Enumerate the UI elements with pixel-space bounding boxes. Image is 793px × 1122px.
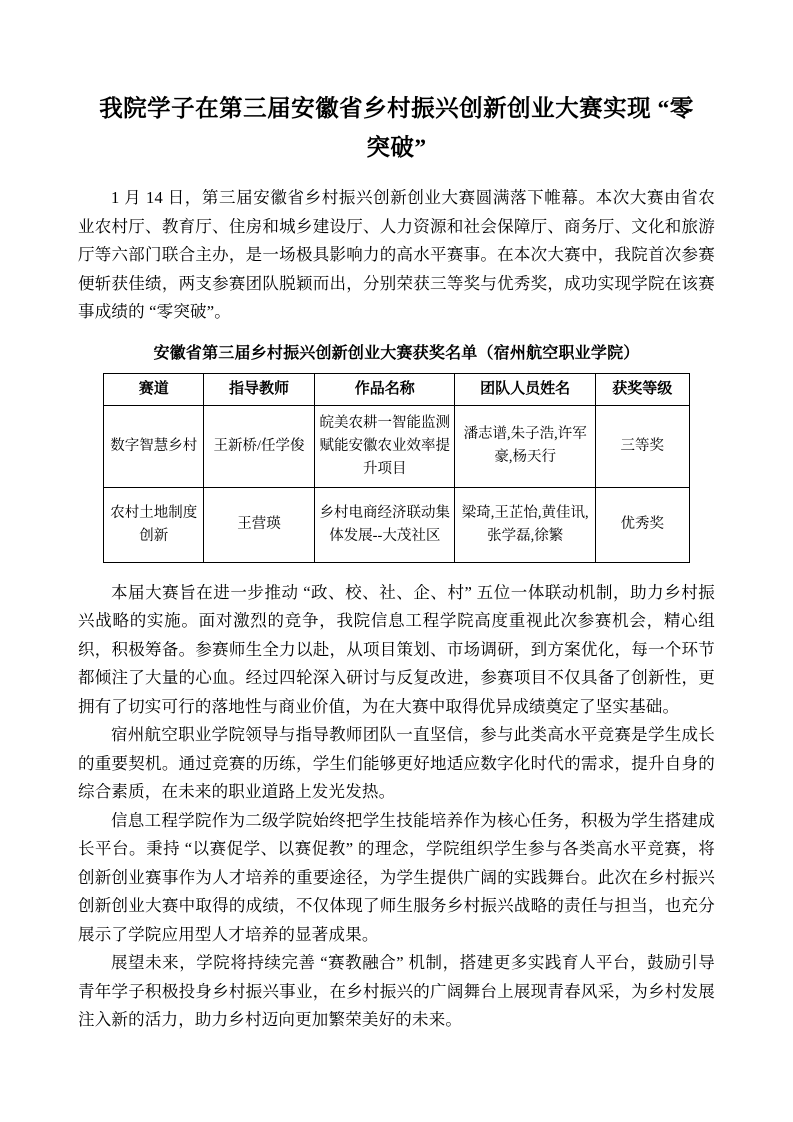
paragraph-3: 宿州航空职业学院领导与指导教师团队一直坚信，参与此类高水平竞赛是学生成长的重要契机。通过竞赛的历练，学生们能够更好地适应数字化时代的需求，提升自身的综合素质，在未来的职业道路上发光发热。 — [78, 725, 715, 801]
column-header-work: 作品名称 — [315, 373, 455, 405]
table-header-row — [104, 373, 689, 405]
column-header-award: 获奖等级 — [595, 373, 689, 405]
cell-work: 皖美农耕一智能监测赋能安徽农业效率提升项目 — [315, 405, 455, 487]
paragraph-5: 展望未来，学院将持续完善 “赛教融合” 机制，搭建更多实践育人平台，鼓励引导青年学子积极投身乡村振兴事业，在乡村振兴的广阔舞台上展现青春风采，为乡村发展注入新的活力，助力乡村迈向更加繁荣美好的未来。 — [78, 953, 715, 1029]
paragraph-2: 本届大赛旨在进一步推动 “政、校、社、企、村” 五位一体联动机制，助力乡村振兴战略的实施。面对激烈的竞争，我院信息工程学院高度重视此次参赛机会，精心组织，积极筹备。参赛师生全力以赴，从项目策划、市场调研，到方案优化，每一个环节都倾注了大量的心血。经过四轮深入研讨与反复改进，参赛项目不仅具备了创新性，更拥有了切实可行的落地性与商业价值，为在大赛中取得优异成绩奠定了坚实基础。 — [78, 582, 715, 716]
cell-members: 潘志谱,朱子浩,许军豪,杨天行 — [455, 405, 595, 487]
page-title: 我院学子在第三届安徽省乡村振兴创新创业大赛实现 “零突破” — [99, 96, 694, 161]
paragraph-4: 信息工程学院作为二级学院始终把学生技能培养作为核心任务，积极为学生搭建成长平台。秉持 “以赛促学、以赛促教” 的理念，学院组织学生参与各类高水平竞赛，将创新创业赛事作为人才培养的重要途径，为学生提供广阔的实践舞台。此次在乡村振兴创新创业大赛中取得的成绩，不仅体现了师生服务乡村振兴战略的责任与担当，也充分展示了学院应用型人才培养的显著成果。 — [78, 810, 715, 944]
cell-track: 农村土地制度创新 — [104, 487, 203, 562]
cell-award: 优秀奖 — [595, 487, 689, 562]
table-row — [104, 405, 689, 487]
cell-teachers: 王新桥/任学俊 — [203, 405, 314, 487]
column-header-track: 赛道 — [104, 373, 203, 405]
cell-track: 数字智慧乡村 — [104, 405, 203, 487]
table-caption: 安徽省第三届乡村振兴创新创业大赛获奖名单（宿州航空职业学院） — [153, 344, 640, 362]
body-paragraphs — [78, 579, 715, 1035]
cell-members: 梁琦,王芷怡,黄佳讯,张学磊,徐繁 — [455, 487, 595, 562]
cell-teachers: 王营瑛 — [203, 487, 314, 562]
cell-award: 三等奖 — [595, 405, 689, 487]
cell-work: 乡村电商经济联动集体发展--大茂社区 — [315, 487, 455, 562]
paragraph-intro: 1 月 14 日，第三届安徽省乡村振兴创新创业大赛圆满落下帷幕。本次大赛由省农业农村厅、教育厅、住房和城乡建设厅、人力资源和社会保障厅、商务厅、文化和旅游厅等六部门联合主办，是一场极具影响力的高水平赛事。在本次大赛中，我院首次参赛便斩获佳绩，两支参赛团队脱颖而出，分别荣获三等奖与优秀奖，成功实现学院在该赛事成绩的 “零突破”。 — [78, 188, 715, 321]
column-header-members: 团队人员姓名 — [455, 373, 595, 405]
table-row — [104, 487, 689, 562]
award-table — [103, 373, 689, 563]
column-header-teachers: 指导教师 — [203, 373, 314, 405]
